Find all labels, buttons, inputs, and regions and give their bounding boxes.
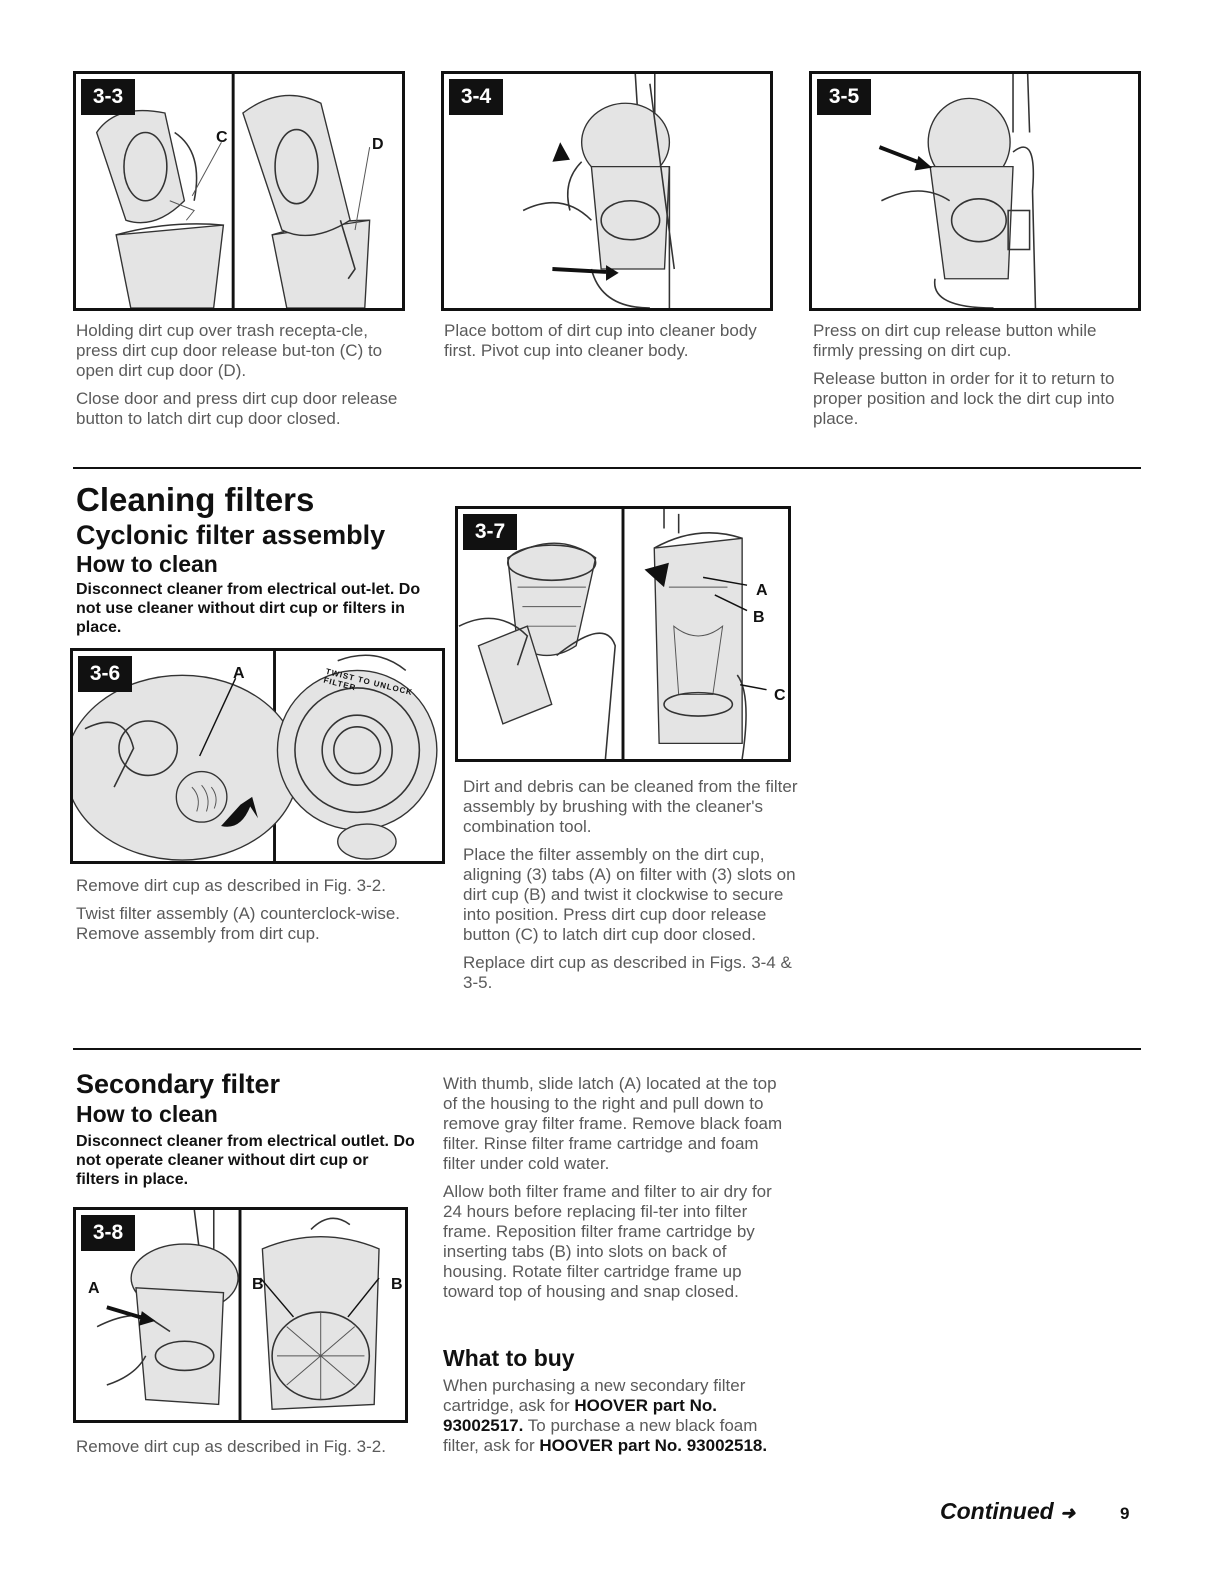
secondary-p2: Allow both filter frame and filter to air dry for 24 hours before replacing fil-ter into filter frame. Reposition filter frame cartridge by inserting tabs (B) into slots on back of housing. Rotate filter cartridge frame up toward top of housing and snap closed. xyxy=(443,1182,772,1301)
caption-3-5 xyxy=(813,321,1123,437)
label-a: A xyxy=(233,665,245,682)
caption-3-3 xyxy=(76,321,411,437)
how-to-clean-heading: How to clean xyxy=(76,1101,218,1127)
subsection-title-cyclonic: Cyclonic filter assembly xyxy=(76,520,386,550)
figure-badge: 3-3 xyxy=(81,79,135,115)
page-number: 9 xyxy=(1120,1504,1130,1523)
label-d: D xyxy=(372,136,384,153)
buy-text-2: To purchase a new black foam filter, ask for xyxy=(443,1416,758,1455)
part-number-filter: HOOVER part No. 93002517. xyxy=(443,1396,717,1435)
caption-3-5-p1: Press on dirt cup release button while firmly pressing on dirt cup. xyxy=(813,321,1097,360)
label-b: B xyxy=(753,609,765,626)
warning-text: Disconnect cleaner from electrical outlet. Do not operate cleaner without dirt cup or filters in place. xyxy=(76,1133,415,1188)
section-title-cleaning-filters: Cleaning filters xyxy=(76,481,315,518)
how-to-clean-heading: How to clean xyxy=(76,551,218,577)
figure-3-6 xyxy=(70,648,445,864)
figure-badge: 3-6 xyxy=(78,656,132,692)
figure-3-3 xyxy=(73,71,405,311)
arrow-icon: ➜ xyxy=(1060,1503,1076,1523)
secondary-p1: With thumb, slide latch (A) located at the top of the housing to the right and pull down to remove gray filter frame. Remove black foam filter. Rinse filter frame cartridge and foam filter under cold water. xyxy=(443,1074,783,1173)
section-divider xyxy=(73,467,1141,469)
continued-marker xyxy=(940,1498,1075,1525)
warning-text: Disconnect cleaner from electrical out-let. Do not use cleaner without dirt cup or filters in place. xyxy=(76,581,421,636)
figure-badge: 3-5 xyxy=(817,79,871,115)
label-b-left: B xyxy=(252,1276,264,1293)
label-c: C xyxy=(216,129,228,146)
figure-3-8 xyxy=(73,1207,408,1423)
caption-3-7-p2: Place the filter assembly on the dirt cup, aligning (3) tabs (A) on filter with (3) slots on dirt cup (B) and twist it clockwise to secure into position. Press dirt cup door release button (C) to latch dirt cup door closed. xyxy=(463,845,796,944)
section-title-secondary-filter: Secondary filter xyxy=(76,1069,281,1099)
caption-3-3-p1: Holding dirt cup over trash recepta-cle, press dirt cup door release but-ton (C) to open dirt cup door (D). xyxy=(76,321,383,380)
figure-3-7 xyxy=(455,506,791,762)
caption-3-6 xyxy=(76,876,456,952)
caption-3-7-p3: Replace dirt cup as described in Figs. 3-4 & 3-5. xyxy=(463,953,792,992)
caption-3-7-p1: Dirt and debris can be cleaned from the filter assembly by brushing with the cleaner's combination tool. xyxy=(463,777,798,836)
what-to-buy-p1 xyxy=(443,1376,783,1456)
caption-3-3-p2: Close door and press dirt cup door release button to latch dirt cup door closed. xyxy=(76,389,398,428)
caption-3-6-p1: Remove dirt cup as described in Fig. 3-2. xyxy=(76,876,386,895)
caption-3-4 xyxy=(444,321,779,369)
what-to-buy-text xyxy=(443,1376,783,1464)
caption-3-4-p1: Place bottom of dirt cup into cleaner body first. Pivot cup into cleaner body. xyxy=(444,321,757,360)
ring-text: TWIST TO UNLOCK FILTER xyxy=(322,666,414,698)
buy-text-1: When purchasing a new secondary filter cartridge, ask for xyxy=(443,1376,746,1415)
figure-badge: 3-7 xyxy=(463,514,517,550)
section-divider xyxy=(73,1048,1141,1050)
continued-label: Continued xyxy=(940,1498,1054,1524)
label-c: C xyxy=(774,687,786,704)
what-to-buy-heading: What to buy xyxy=(443,1345,575,1371)
figure-3-4 xyxy=(441,71,773,311)
caption-3-8-p1: Remove dirt cup as described in Fig. 3-2. xyxy=(76,1437,386,1456)
label-b-right: B xyxy=(391,1276,403,1293)
caption-3-6-p2: Twist filter assembly (A) counterclock-wise. Remove assembly from dirt cup. xyxy=(76,904,401,943)
caption-3-7 xyxy=(463,777,798,1001)
figure-3-5 xyxy=(809,71,1141,311)
caption-3-8 xyxy=(76,1437,396,1465)
label-a: A xyxy=(756,582,768,599)
figure-badge: 3-8 xyxy=(81,1215,135,1251)
caption-3-5-p2: Release button in order for it to return to proper position and lock the dirt cup into place. xyxy=(813,369,1115,428)
figure-badge: 3-4 xyxy=(449,79,503,115)
secondary-filter-instructions xyxy=(443,1074,788,1310)
label-a: A xyxy=(88,1280,100,1297)
part-number-foam: HOOVER part No. 93002518. xyxy=(539,1436,768,1455)
